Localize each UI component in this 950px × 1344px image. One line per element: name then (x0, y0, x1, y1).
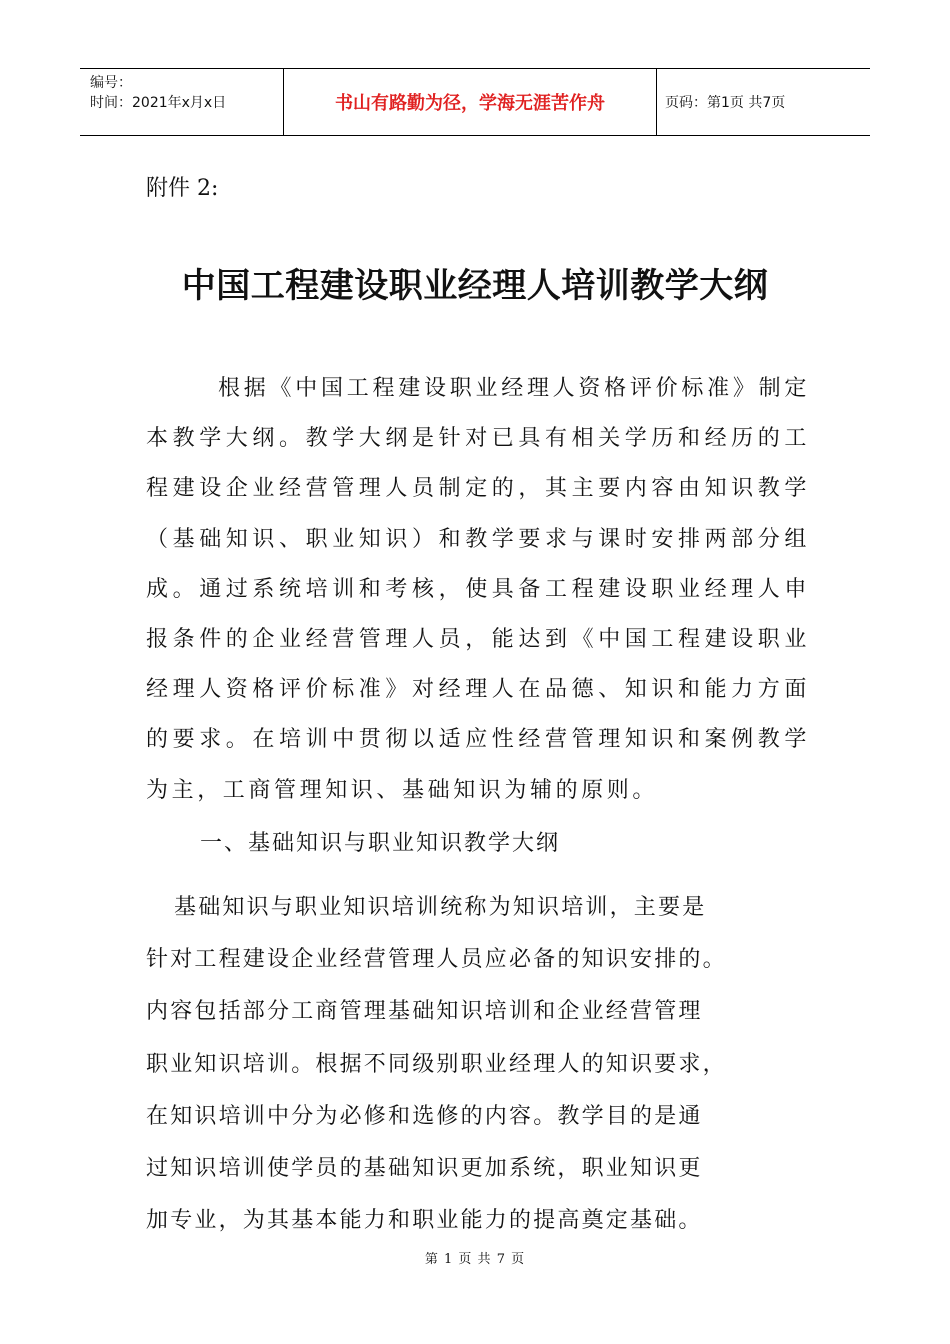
paragraph-line: 过知识培训使学员的基础知识更加系统，职业知识更 (146, 1155, 703, 1181)
attachment-label: 附件 2: (146, 176, 219, 201)
paragraph-line: 内容包括部分工商管理基础知识培训和企业经营管理 (146, 999, 703, 1025)
document-header (80, 68, 870, 136)
paragraph-line: 基础知识与职业知识培训统称为知识培训，主要是 (174, 895, 707, 920)
paragraph-line: 职业知识培训。根据不同级别职业经理人的知识要求， (146, 1051, 727, 1077)
section-paragraph (146, 888, 727, 1253)
intro-paragraph: 根据《中国工程建设职业经理人资格评价标准》制定本教学大纲。教学大纲是针对已具有相关学历和经历的工程建设企业经营管理人员制定的，其主要内容由知识教学（基础知识、职业知识）和教学要求与课时安排两部分组成。通过系统培训和考核，使具备工程建设职业经理人申报条件的企业经营管理人员，能达到《中国工程建设职业经理人资格评价标准》对经理人在品德、知识和能力方面的要求。在培训中贯彻以适应性经营管理知识和案例教学为主，工商管理知识、基础知识为辅的原则。 (146, 376, 810, 803)
header-motto: 书山有路勤为径，学海无涯苦作舟 (283, 69, 657, 135)
document-time-label: 时间：2021年x月x日 (90, 95, 227, 111)
section-heading: 一、基础知识与职业知识教学大纲 (200, 831, 561, 856)
document-number-label: 编号： (90, 75, 132, 91)
header-meta (80, 69, 283, 135)
page-footer: 第 1 页 共 7 页 (424, 1252, 526, 1267)
document-title: 中国工程建设职业经理人培训教学大纲 (181, 266, 769, 306)
paragraph-line: 在知识培训中分为必修和选修的内容。教学目的是通 (146, 1103, 703, 1129)
paragraph-line: 针对工程建设企业经营管理人员应必备的知识安排的。 (146, 947, 727, 973)
paragraph-line: 加专业，为其基本能力和职业能力的提高奠定基础。 (146, 1208, 703, 1234)
header-page-info: 页码：第1页 共7页 (665, 95, 786, 111)
